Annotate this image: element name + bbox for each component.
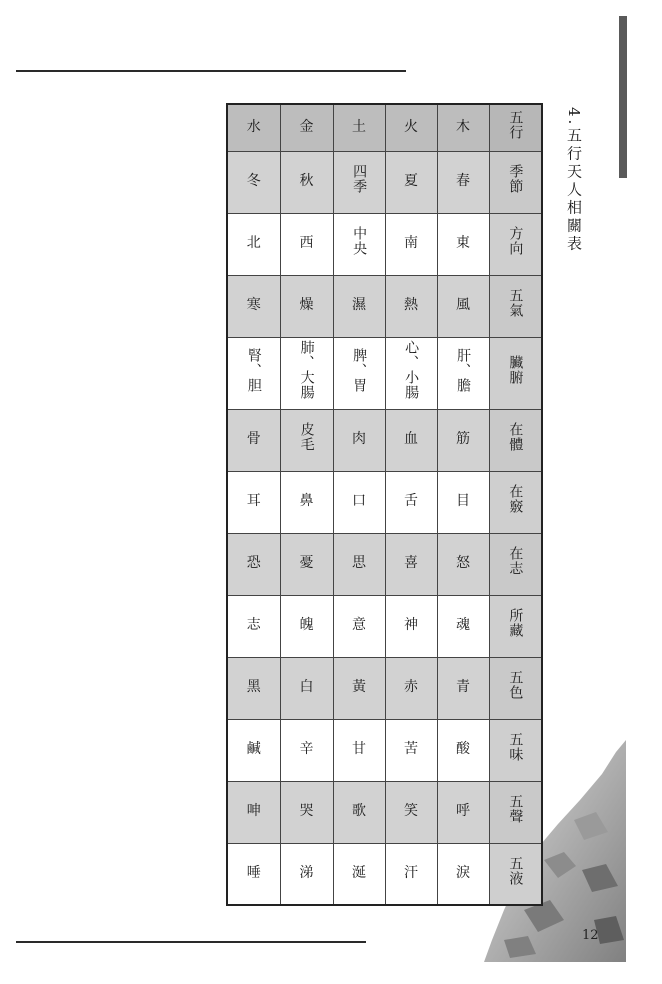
table-cell: 春 xyxy=(437,151,489,213)
table-cell: 魂 xyxy=(437,595,489,657)
table-cell: 神 xyxy=(385,595,437,657)
table-cell: 黑 xyxy=(227,657,280,719)
table-cell: 筋 xyxy=(437,409,489,471)
table-cell: 歌 xyxy=(333,781,385,843)
side-title: 4.五行天人相關表 xyxy=(565,107,583,254)
table-cell: 怒 xyxy=(437,533,489,595)
bottom-rule xyxy=(16,941,366,943)
row-label: 五色 xyxy=(489,657,542,719)
table-cell: 北 xyxy=(227,213,280,275)
table-cell: 汗 xyxy=(385,843,437,905)
row-label: 所藏 xyxy=(489,595,542,657)
table-cell: 夏 xyxy=(385,151,437,213)
table-cell: 憂 xyxy=(280,533,333,595)
table-row xyxy=(227,337,542,409)
table-cell: 冬 xyxy=(227,151,280,213)
table-cell: 意 xyxy=(333,595,385,657)
table-cell: 濕 xyxy=(333,275,385,337)
table-cell: 志 xyxy=(227,595,280,657)
row-label: 五行 xyxy=(489,104,542,151)
top-rule xyxy=(16,70,406,72)
table-cell: 白 xyxy=(280,657,333,719)
side-margin-bar xyxy=(619,16,627,178)
table-cell: 皮毛 xyxy=(280,409,333,471)
table-row xyxy=(227,843,542,905)
page-number: 12 xyxy=(582,928,599,943)
row-label: 在體 xyxy=(489,409,542,471)
table-cell: 血 xyxy=(385,409,437,471)
table-cell: 笑 xyxy=(385,781,437,843)
table-cell: 酸 xyxy=(437,719,489,781)
row-label: 五氣 xyxy=(489,275,542,337)
element-metal: 金 xyxy=(280,104,333,151)
table-cell: 目 xyxy=(437,471,489,533)
table-row xyxy=(227,781,542,843)
table-cell: 舌 xyxy=(385,471,437,533)
table-row xyxy=(227,151,542,213)
table-cell: 思 xyxy=(333,533,385,595)
table-cell: 喜 xyxy=(385,533,437,595)
row-label: 五聲 xyxy=(489,781,542,843)
table-cell: 青 xyxy=(437,657,489,719)
table-row xyxy=(227,595,542,657)
table-cell: 涎 xyxy=(333,843,385,905)
table-cell: 辛 xyxy=(280,719,333,781)
element-wood: 木 xyxy=(437,104,489,151)
table-cell: 中央 xyxy=(333,213,385,275)
table-cell: 耳 xyxy=(227,471,280,533)
table-cell: 呼 xyxy=(437,781,489,843)
table-cell: 鹹 xyxy=(227,719,280,781)
table-cell: 熱 xyxy=(385,275,437,337)
table-cell: 甘 xyxy=(333,719,385,781)
table-cell: 恐 xyxy=(227,533,280,595)
row-label: 五味 xyxy=(489,719,542,781)
table-cell: 骨 xyxy=(227,409,280,471)
row-label: 在志 xyxy=(489,533,542,595)
table-cell: 苦 xyxy=(385,719,437,781)
table-cell: 脾、胃 xyxy=(333,337,385,409)
table-cell: 秋 xyxy=(280,151,333,213)
element-earth: 土 xyxy=(333,104,385,151)
table-row xyxy=(227,657,542,719)
table-cell: 涕 xyxy=(280,843,333,905)
table-header-row xyxy=(227,104,542,151)
table-cell: 四季 xyxy=(333,151,385,213)
table-cell: 赤 xyxy=(385,657,437,719)
table-cell: 風 xyxy=(437,275,489,337)
element-fire: 火 xyxy=(385,104,437,151)
table-cell: 西 xyxy=(280,213,333,275)
table-cell: 口 xyxy=(333,471,385,533)
table-row xyxy=(227,275,542,337)
row-label: 臟腑 xyxy=(489,337,542,409)
table-cell: 東 xyxy=(437,213,489,275)
table-row xyxy=(227,409,542,471)
table-cell: 腎、胆 xyxy=(227,337,280,409)
row-label: 在竅 xyxy=(489,471,542,533)
table-cell: 心、小腸 xyxy=(385,337,437,409)
table-cell: 呻 xyxy=(227,781,280,843)
table-cell: 淚 xyxy=(437,843,489,905)
table-cell: 哭 xyxy=(280,781,333,843)
table-row xyxy=(227,719,542,781)
table-cell: 魄 xyxy=(280,595,333,657)
table-cell: 鼻 xyxy=(280,471,333,533)
table-cell: 肺、大腸 xyxy=(280,337,333,409)
row-label: 方向 xyxy=(489,213,542,275)
table-cell: 燥 xyxy=(280,275,333,337)
table-cell: 黃 xyxy=(333,657,385,719)
table-cell: 肝、膽 xyxy=(437,337,489,409)
table-cell: 肉 xyxy=(333,409,385,471)
table-cell: 唾 xyxy=(227,843,280,905)
element-water: 水 xyxy=(227,104,280,151)
table-row xyxy=(227,213,542,275)
table-cell: 寒 xyxy=(227,275,280,337)
row-label: 五液 xyxy=(489,843,542,905)
table-row xyxy=(227,533,542,595)
five-elements-table xyxy=(226,103,543,906)
table-row xyxy=(227,471,542,533)
table-cell: 南 xyxy=(385,213,437,275)
row-label: 季節 xyxy=(489,151,542,213)
